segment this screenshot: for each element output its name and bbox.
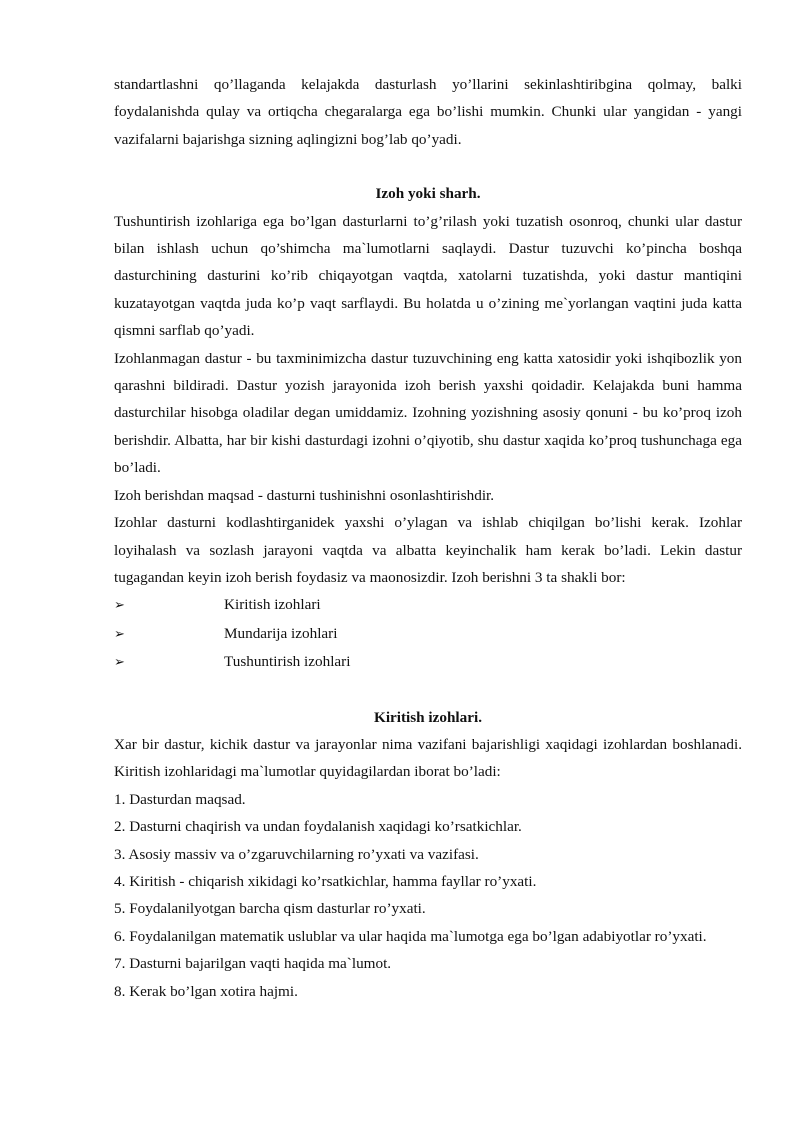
- numbered-item: 1. Dasturdan maqsad.: [114, 790, 246, 808]
- section-heading-kiritish: Kiritish izohlari.: [374, 708, 482, 726]
- list-item-label: Tushuntirish izohlari: [224, 653, 351, 671]
- paragraph: Xar bir dastur, kichik dastur va jarayonlar nima vazifani bajarishligi xaqidagi izohlardan boshlanadi. Kiritish izohlaridagi ma`lumotlar quyidagilardan iborat bo’ladi:: [114, 735, 742, 781]
- paragraph: Izohlanmagan dastur - bu taxminimizcha dastur tuzuvchining eng katta xatosidir yoki ishqibozlik yon qarashni bildiradi. Dastur yozish jarayonida izoh berish yaxshi qoidadir. Kelajakda buni hamma dasturchilar hisobga oladilar degan umiddamiz. Izohning yozishning asosiy qonuni - bu ko’proq izoh berishdir. Albatta, har bir kishi dasturdagi izohni o’qiyotib, shu dastur xaqida ko’proq tushunchaga ega bo’ladi.: [114, 349, 742, 477]
- arrow-bullet-icon: ➢: [114, 598, 125, 614]
- numbered-item: 2. Dasturni chaqirish va undan foydalanish xaqidagi ko’rsatkichlar.: [114, 818, 522, 836]
- numbered-item: 6. Foydalanilgan matematik uslublar va ular haqida ma`lumotga ega bo’lgan adabiyotlar ro’yxati.: [114, 927, 707, 945]
- arrow-bullet-icon: ➢: [114, 626, 125, 642]
- list-item: [114, 620, 742, 648]
- list-item-label: Mundarija izohlari: [224, 624, 338, 642]
- document-page: [114, 71, 742, 1005]
- numbered-item: 5. Foydalanilyotgan barcha qism dasturlar ro’yxati.: [114, 900, 426, 918]
- paragraph: Tushuntirish izohlariga ega bo’lgan dasturlarni to’g’rilash yoki tuzatish osonroq, chunki ular dastur bilan ishlash uchun qo’shimcha ma`lumotlarni saqlaydi. Dastur tuzuvchi ko’pincha boshqa dasturchining dasturini ko’rib chiqayotgan vaqtda, xatolarni tuzatishda, yoki dastur mantiqini kuzatayotgan vaqtda juda ko’p vaqt sarflaydi. Bu holatda u o’zining me`yorlangan vaqtini juda katta qismni sarflab qo’yadi.: [114, 212, 742, 340]
- section-heading-izoh: Izoh yoki sharh.: [375, 185, 481, 203]
- paragraph: Izohlar dasturni kodlashtirganidek yaxshi o’ylagan va ishlab chiqilgan bo’lishi kerak. Izohlar loyihalash va sozlash jarayoni vaqtda va albatta keyinchalik ham kerak bo’ladi. Lekin dastur tugagandan keyin izoh berish foydasiz va maonosizdir. Izoh berishni 3 ta shakli bor:: [114, 514, 742, 586]
- list-item-label: Kiritish izohlari: [224, 596, 321, 614]
- numbered-item: 7. Dasturni bajarilgan vaqti haqida ma`lumot.: [114, 955, 392, 973]
- paragraph: Izoh berishdan maqsad - dasturni tushinishni osonlashtirishdir.: [114, 486, 495, 504]
- numbered-item: 8. Kerak bo’lgan xotira hajmi.: [114, 982, 298, 1000]
- numbered-item: 4. Kiritish - chiqarish xikidagi ko’rsatkichlar, hamma fayllar ro’yxati.: [114, 872, 537, 890]
- list-item: [114, 591, 742, 619]
- arrow-bullet-icon: ➢: [114, 655, 125, 671]
- list-item: [114, 648, 742, 676]
- intro-paragraph: standartlashni qo’llaganda kelajakda dasturlash yo’llarini sekinlashtiribgina qolmay, balki foydalanishda qulay va ortiqcha chegaralarga ega bo’lishi mumkin. Chunki ular yangidan - yangi vazifalarni bajarishga sizning aqlingizni bog’lab qo’yadi.: [114, 76, 742, 148]
- numbered-item: 3. Asosiy massiv va o’zgaruvchilarning ro’yxati va vazifasi.: [114, 845, 479, 863]
